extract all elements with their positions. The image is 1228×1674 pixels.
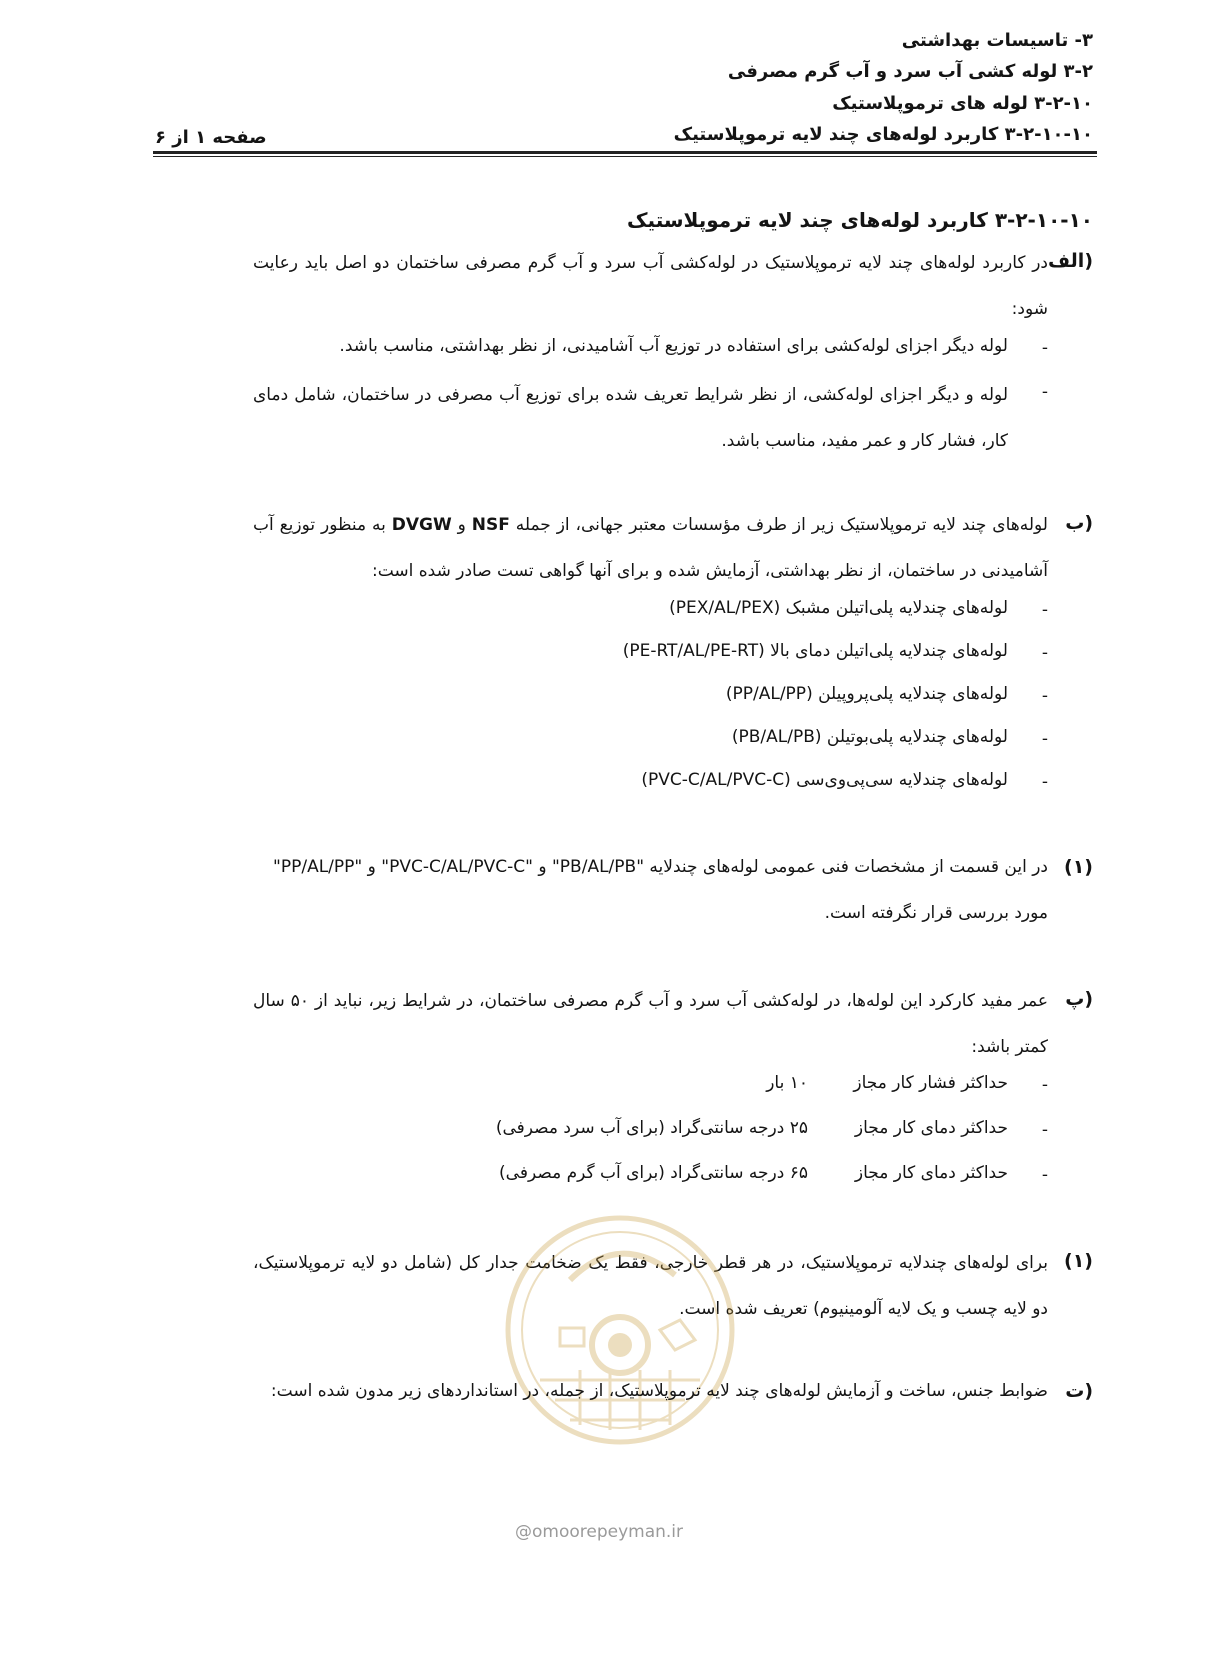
list-dash: -	[1041, 1165, 1048, 1185]
page-number: صفحه ۱ از ۶	[155, 127, 267, 148]
nsf-label: NSF	[471, 515, 510, 535]
header-line-4: ۳-۲-۱۰-۱۰ کاربرد لوله‌های چند لایه ترموپلاستیک	[673, 124, 1093, 145]
be-text-part-2: به منظور توزیع آب آشامیدنی در ساختمان، از نظر بهداشتی، آزمایش شده و برای آنها گواهی تست صادر شده است:	[253, 515, 1048, 581]
be-item-2: لوله‌های چندلایه پلی‌اتیلن دمای بالا (PE-RT/AL/PE-RT)	[622, 641, 1008, 661]
clause-marker-te: ت)	[1065, 1380, 1093, 1402]
list-dash: -	[1041, 643, 1048, 663]
alef-item-1: لوله دیگر اجزای لوله‌کشی برای استفاده در توزیع آب آشامیدنی، از نظر بهداشتی، مناسب باشد.	[339, 336, 1008, 356]
list-dash: -	[1041, 382, 1048, 402]
clause-alef-text: در کاربرد لوله‌های چند لایه ترموپلاستیک در لوله‌کشی آب سرد و آب گرم مصرفی ساختمان دو اصل باید رعایت شود:	[253, 253, 1048, 319]
condition-1-label: حداکثر فشار کار مجاز	[853, 1073, 1008, 1093]
header-line-1: ۳- تاسیسات بهداشتی	[901, 30, 1093, 51]
condition-1-value: ۱۰ بار	[766, 1073, 808, 1093]
watermark-text: @omoorepeyman.ir	[515, 1522, 684, 1542]
note-1-marker: (۱)	[1064, 856, 1093, 878]
header-line-3: ۳-۲-۱۰ لوله های ترموپلاستیک	[832, 93, 1093, 114]
note-1-line-1: در این قسمت از مشخصات فنی عمومی لوله‌های چندلایه "PB/AL/PB" و "PVC-C/AL/PVC-C" و "PP/AL/PP"	[273, 857, 1048, 877]
be-item-5: لوله‌های چندلایه سی‌پی‌وی‌سی (PVC-C/AL/PVC-C)	[641, 770, 1008, 790]
list-dash: -	[1041, 686, 1048, 706]
note-1-line-2: مورد بررسی قرار نگرفته است.	[824, 903, 1048, 923]
note-2-marker: (۱)	[1064, 1250, 1093, 1272]
note-2-text: برای لوله‌های چندلایه ترموپلاستیک، در هر قطر خارجی، فقط یک ضخامت جدار کل (شامل دو لایه ترموپلاستیک، دو لایه چسب و یک لایه آلومینیوم) تعریف شده است.	[253, 1253, 1048, 1319]
seal-stamp	[500, 1210, 740, 1450]
clause-te-text: ضوابط جنس، ساخت و آزمایش لوله‌های چند لایه ترموپلاستیک، از جمله، در استانداردهای زیر مدون شده است:	[270, 1381, 1048, 1401]
dvgw-label: DVGW	[391, 515, 452, 535]
condition-3-value: ۶۵ درجه سانتی‌گراد (برای آب گرم مصرفی)	[499, 1163, 808, 1183]
list-dash: -	[1041, 729, 1048, 749]
list-dash: -	[1041, 772, 1048, 792]
alef-item-2: لوله و دیگر اجزای لوله‌کشی، از نظر شرایط تعریف شده برای توزیع آب مصرفی در ساختمان، شامل دمای کار، فشار کار و عمر مفید، مناسب باشد.	[253, 385, 1008, 451]
section-title: ۳-۲-۱۰-۱۰ کاربرد لوله‌های چند لایه ترموپلاستیک	[627, 208, 1093, 232]
be-and: و	[451, 515, 472, 535]
clause-be-text	[253, 502, 1048, 594]
header-rule-thin	[153, 156, 1097, 157]
clause-marker-be	[1065, 512, 1093, 534]
list-dash: -	[1041, 338, 1048, 358]
be-item-3: لوله‌های چندلایه پلی‌پروپیلن (PP/AL/PP)	[725, 684, 1008, 704]
clause-marker-alef: الف)	[1048, 250, 1093, 272]
be-item-4: لوله‌های چندلایه پلی‌بوتیلن (PB/AL/PB)	[731, 727, 1008, 747]
list-dash: -	[1041, 1075, 1048, 1095]
condition-3-label: حداکثر دمای کار مجاز	[854, 1163, 1008, 1183]
be-text-part-1: لوله‌های چند لایه ترموپلاستیک زیر از طرف مؤسسات معتبر جهانی، از جمله	[509, 515, 1048, 535]
condition-2-value: ۲۵ درجه سانتی‌گراد (برای آب سرد مصرفی)	[495, 1118, 808, 1138]
header-rule-thick	[153, 151, 1097, 154]
condition-2-label: حداکثر دمای کار مجاز	[854, 1118, 1008, 1138]
header-line-2: ۳-۲ لوله کشی آب سرد و آب گرم مصرفی	[727, 61, 1093, 82]
list-dash: -	[1041, 600, 1048, 620]
clause-pe-text: عمر مفید کارکرد این لوله‌ها، در لوله‌کشی آب سرد و آب گرم مصرفی ساختمان، در شرایط زیر، نباید از ۵۰ سال کمتر باشد:	[253, 991, 1048, 1057]
clause-marker-be-label: ب)	[1065, 512, 1093, 534]
list-dash: -	[1041, 1120, 1048, 1140]
clause-marker-pe: پ)	[1065, 988, 1093, 1010]
be-item-1: لوله‌های چندلایه پلی‌اتیلن مشبک (PEX/AL/PEX)	[669, 598, 1008, 618]
